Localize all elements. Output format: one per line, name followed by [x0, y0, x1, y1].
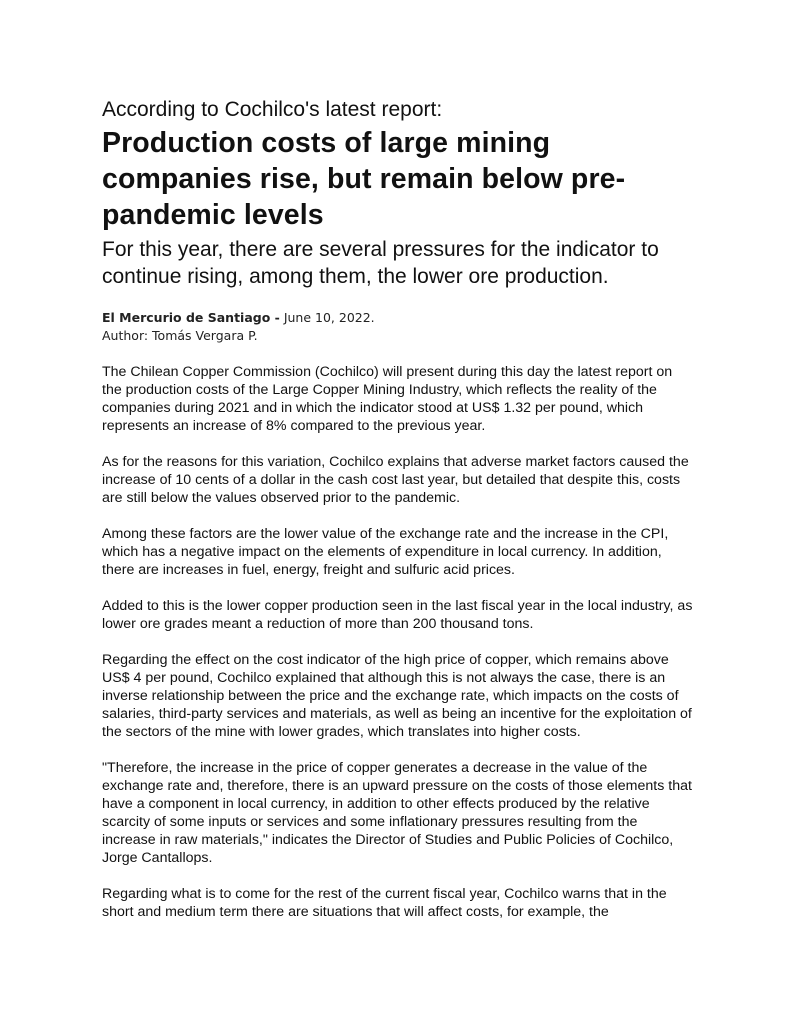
article-paragraph: Among these factors are the lower value of the exchange rate and the increase in the CPI, which has a negative impact on the elements of expenditure in local currency. In addition, there are increases in fuel, energy, freight and sulfuric acid prices.: [102, 526, 669, 578]
byline-source-line: [102, 309, 702, 327]
article-paragraph: Added to this is the lower copper production seen in the last fiscal year in the local industry, as lower ore grades meant a reduction of more than 200 thousand tons.: [102, 598, 693, 632]
article-deck: For this year, there are several pressures for the indicator to continue rising, among them, the lower ore production.: [102, 238, 659, 288]
article-kicker: According to Cochilco's latest report:: [102, 98, 443, 121]
article-paragraph: Regarding the effect on the cost indicator of the high price of copper, which remains above US$ 4 per pound, Cochilco explained that although this is not always the case, there is an inverse relationship between the price and the exchange rate, which impacts on the costs of salaries, third-party services and materials, as well as being an incentive for the exploitation of the sectors of the mine with lower grades, which translates into higher costs.: [102, 652, 692, 740]
article-body: [102, 363, 702, 921]
article-paragraph: As for the reasons for this variation, Cochilco explains that adverse market factors caused the increase of 10 cents of a dollar in the cash cost last year, but detailed that despite this, costs are still below the values observed prior to the pandemic.: [102, 454, 689, 506]
article-headline: Production costs of large mining companies rise, but remain below pre-pandemic levels: [102, 127, 626, 231]
article-paragraph: "Therefore, the increase in the price of copper generates a decrease in the value of the exchange rate and, therefore, there is an upward pressure on the costs of those elements that have a component in local currency, in addition to other effects produced by the relative scarcity of some inputs or services and some inflationary pressures resulting from the increase in raw materials," indicates the Director of Studies and Public Policies of Cochilco, Jorge Cantallops.: [102, 760, 692, 866]
article-byline: [102, 309, 702, 345]
byline-source: El Mercurio de Santiago -: [102, 310, 280, 325]
byline-date: June 10, 2022.: [283, 310, 375, 325]
byline-author: Author: Tomás Vergara P.: [102, 328, 258, 343]
article: [102, 97, 702, 939]
article-paragraph: Regarding what is to come for the rest of the current fiscal year, Cochilco warns that in the short and medium term there are situations that will affect costs, for example, the: [102, 886, 667, 920]
article-paragraph: The Chilean Copper Commission (Cochilco) will present during this day the latest report on the production costs of the Large Copper Mining Industry, which reflects the reality of the companies during 2021 and in which the indicator stood at US$ 1.32 per pound, which represents an increase of 8% compared to the previous year.: [102, 364, 673, 434]
